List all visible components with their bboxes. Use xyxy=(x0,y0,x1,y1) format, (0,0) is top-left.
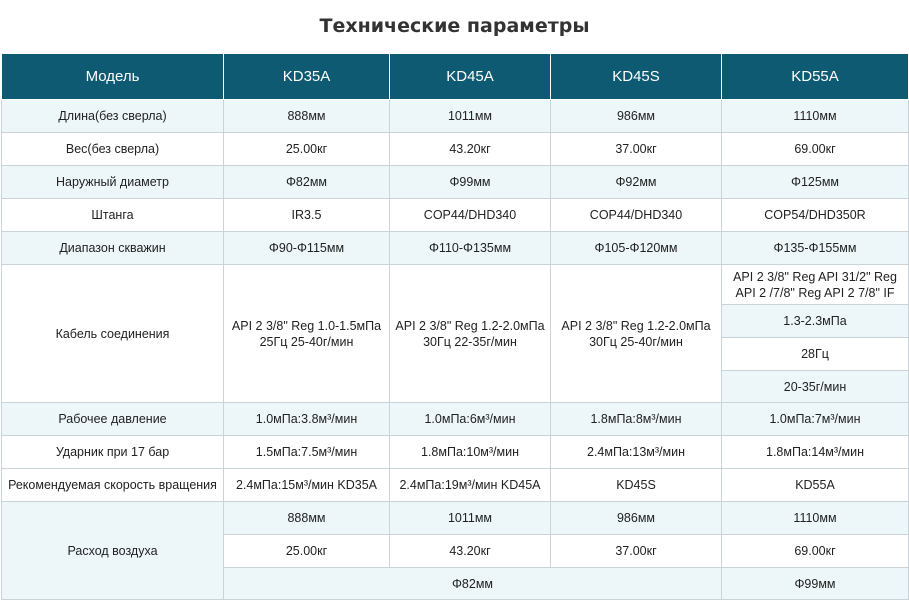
table-cell: 20-35г/мин xyxy=(722,371,909,403)
header-model: Модель xyxy=(2,54,224,100)
table-row xyxy=(2,232,909,265)
table-cell: API 2 3/8" Reg 1.2-2.0мПа 30Гц 22-35г/мин xyxy=(390,265,551,403)
table-cell: 1.3-2.3мПа xyxy=(722,305,909,338)
table-cell: Φ92мм xyxy=(551,166,722,199)
table-cell: 1.8мПа:14м³/мин xyxy=(722,436,909,469)
table-row xyxy=(2,133,909,166)
table-cell: Φ110-Φ135мм xyxy=(390,232,551,265)
table-cell: 25.00кг xyxy=(224,133,390,166)
row-label: Расход воздуха xyxy=(2,502,224,600)
table-cell: 1110мм xyxy=(722,502,909,535)
table-cell: Φ135-Φ155мм xyxy=(722,232,909,265)
table-cell: 2.4мПа:15м³/мин KD35A xyxy=(224,469,390,502)
table-cell: API 2 3/8" Reg API 31/2" Reg API 2 /7/8" Reg API 2 7/8" IF xyxy=(722,265,909,305)
table-cell: Φ82мм xyxy=(224,568,722,600)
row-label: Длина(без сверла) xyxy=(2,100,224,133)
spec-table xyxy=(1,53,909,600)
table-cell: 888мм xyxy=(224,502,390,535)
table-cell: Φ99мм xyxy=(390,166,551,199)
table-row xyxy=(2,436,909,469)
row-label: Кабель соединения xyxy=(2,265,224,403)
table-cell: Φ90-Φ115мм xyxy=(224,232,390,265)
table-cell: 28Гц xyxy=(722,338,909,371)
table-cell: 69.00кг xyxy=(722,535,909,568)
table-cell: 37.00кг xyxy=(551,133,722,166)
table-cell: 2.4мПа:19м³/мин KD45A xyxy=(390,469,551,502)
row-label: Рекомендуемая скорость вращения xyxy=(2,469,224,502)
row-label: Наружный диаметр xyxy=(2,166,224,199)
table-cell: API 2 3/8" Reg 1.0-1.5мПа 25Гц 25-40г/мин xyxy=(224,265,390,403)
table-cell: Φ99мм xyxy=(722,568,909,600)
header-kd45a: KD45A xyxy=(390,54,551,100)
table-row xyxy=(2,403,909,436)
table-cell: Φ105-Φ120мм xyxy=(551,232,722,265)
table-row xyxy=(2,100,909,133)
row-label: Рабочее давление xyxy=(2,403,224,436)
row-label: Ударник при 17 бар xyxy=(2,436,224,469)
table-cell: 888мм xyxy=(224,100,390,133)
table-cell: 1.0мПа:6м³/мин xyxy=(390,403,551,436)
table-cell: 1110мм xyxy=(722,100,909,133)
table-cell: 25.00кг xyxy=(224,535,390,568)
table-cell: 69.00кг xyxy=(722,133,909,166)
table-cell: 1.8мПа:10м³/мин xyxy=(390,436,551,469)
table-cell: 1011мм xyxy=(390,502,551,535)
table-cell: Φ82мм xyxy=(224,166,390,199)
table-cell: Φ125мм xyxy=(722,166,909,199)
table-cell: COP54/DHD350R xyxy=(722,199,909,232)
table-row xyxy=(2,502,909,535)
table-cell: 986мм xyxy=(551,100,722,133)
table-cell: 1.8мПа:8м³/мин xyxy=(551,403,722,436)
table-row xyxy=(2,265,909,305)
page-title: Технические параметры xyxy=(319,15,590,37)
row-label: Диапазон скважин xyxy=(2,232,224,265)
table-cell: 1011мм xyxy=(390,100,551,133)
table-row xyxy=(2,166,909,199)
header-kd35a: KD35A xyxy=(224,54,390,100)
table-row xyxy=(2,469,909,502)
table-cell: 2.4мПа:13м³/мин xyxy=(551,436,722,469)
table-cell: 986мм xyxy=(551,502,722,535)
table-cell: COP44/DHD340 xyxy=(551,199,722,232)
table-cell: 43.20кг xyxy=(390,535,551,568)
table-cell: 1.0мПа:3.8м³/мин xyxy=(224,403,390,436)
row-label: Вес(без сверла) xyxy=(2,133,224,166)
table-cell: 37.00кг xyxy=(551,535,722,568)
table-cell: 1.5мПа:7.5м³/мин xyxy=(224,436,390,469)
header-kd55a: KD55A xyxy=(722,54,909,100)
table-cell: IR3.5 xyxy=(224,199,390,232)
header-kd45s: KD45S xyxy=(551,54,722,100)
table-cell: KD45S xyxy=(551,469,722,502)
table-cell: 43.20кг xyxy=(390,133,551,166)
table-cell: KD55A xyxy=(722,469,909,502)
table-row xyxy=(2,199,909,232)
table-cell: API 2 3/8" Reg 1.2-2.0мПа 30Гц 25-40г/мин xyxy=(551,265,722,403)
table-cell: COP44/DHD340 xyxy=(390,199,551,232)
row-label: Штанга xyxy=(2,199,224,232)
table-cell: 1.0мПа:7м³/мин xyxy=(722,403,909,436)
header-row xyxy=(2,54,909,100)
